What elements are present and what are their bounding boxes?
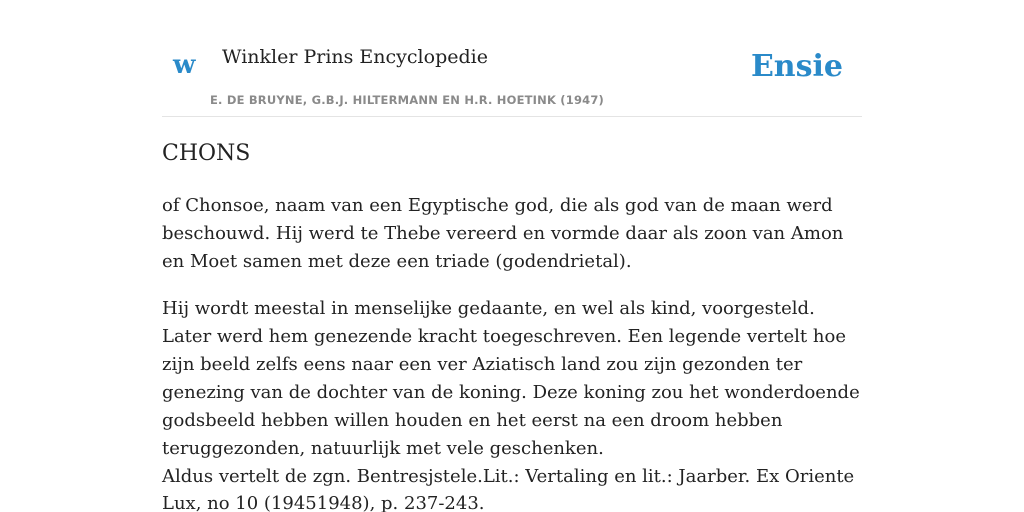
entry-paragraph: Aldus vertelt de zgn. Bentresjstele.Lit.: Vertaling en lit.: Jaarber. Ex Oriente Lux, no 10 (19451948), p. 237-243. (162, 466, 855, 512)
entry-paragraph: Hij wordt meestal in menselijke gedaante, en wel als kind, voorgesteld. Later werd hem genezende kracht toegeschreven. Een legende vertelt hoe zijn beeld zelfs eens naar een ver Aziatisch land zou zijn gezonden ter genezing van de dochter van de koning. Deze koning zou het wonderdoende godsbeeld hebben willen houden en het eerst na een droom hebben teruggezonden, natuurlijk met vele geschenken. (162, 298, 860, 459)
entry-paragraph: of Chonsoe, naam van een Egyptische god, die als god van de maan werd beschouwd. Hij werd te Thebe vereerd en vormde daar als zoon van Amon en Moet samen met deze een triade (godendrietal). (162, 195, 844, 272)
publication-title[interactable]: Winkler Prins Encyclopedie (222, 46, 488, 68)
page (162, 0, 862, 512)
entry-title: CHONS (162, 141, 251, 166)
ensie-brand-link[interactable]: Ensie (750, 49, 843, 84)
site-header (162, 0, 862, 117)
winkler-prins-logo-icon[interactable]: w (173, 50, 196, 80)
publication-authors: E. DE BRUYNE, G.B.J. HILTERMANN EN H.R. HOETINK (1947) (210, 93, 605, 107)
